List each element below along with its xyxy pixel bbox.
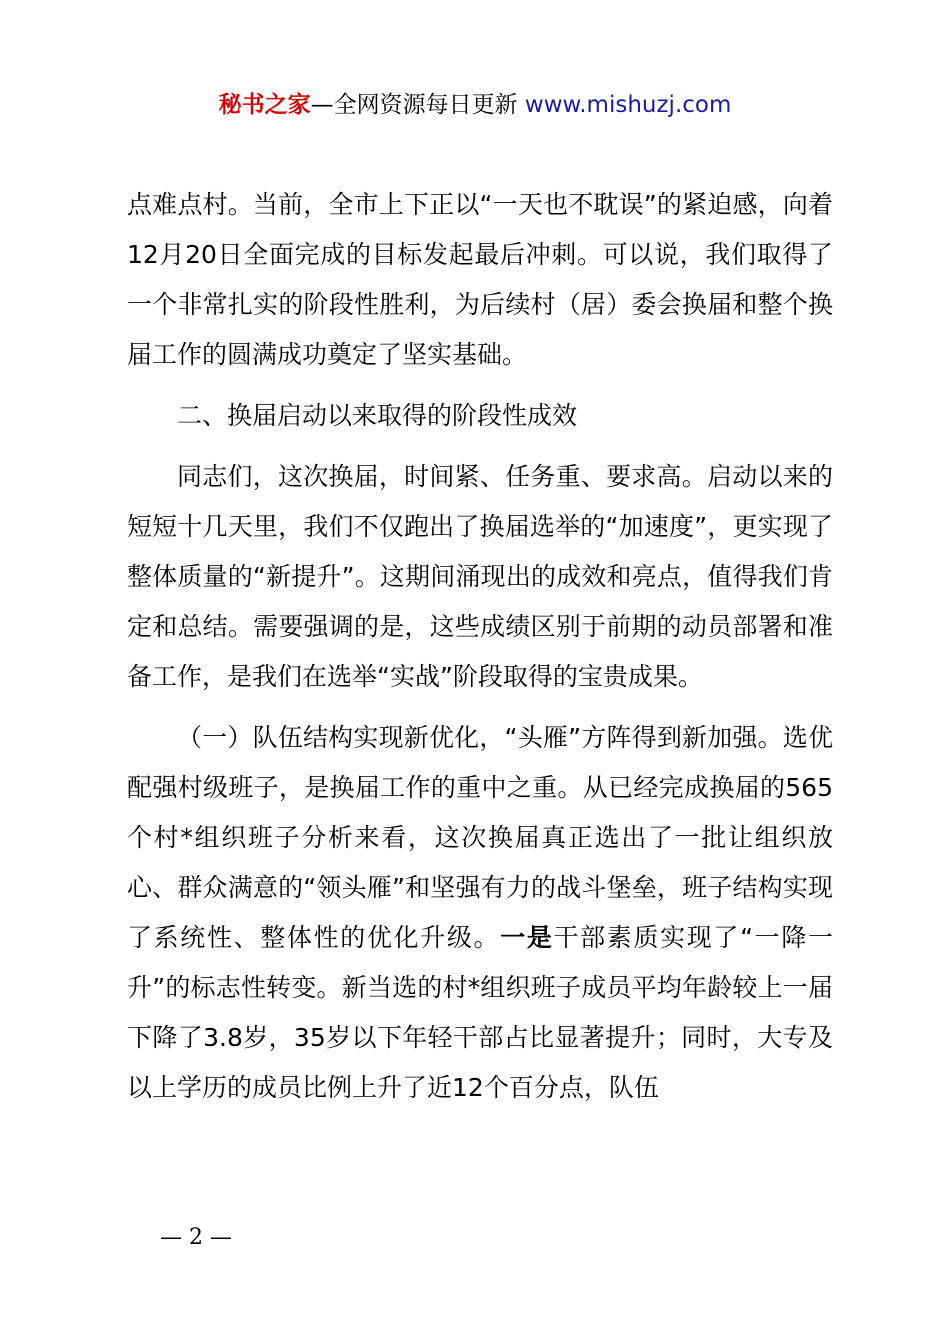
document-body — [127, 180, 833, 1124]
section-heading-2: 二、换届启动以来取得的阶段性成效 — [177, 401, 578, 430]
site-url-link[interactable]: www.mishuzj.com — [524, 92, 732, 118]
paragraph-team-structure — [127, 713, 833, 1113]
page-number: — 2 — — [160, 1225, 232, 1250]
site-header — [0, 88, 950, 122]
paragraph-team-structure-continuation: 干部素质实现了“一降一升”的标志性转变。新当选的村*组织班子成员平均年龄较上一届下降了3.8岁，35岁以下年轻干部占比显著提升；同时，大专及以上学历的成员比例上升了近12个百分点，队伍 — [127, 923, 833, 1102]
paragraph-achievements-intro: 同志们，这次换届，时间紧、任务重、要求高。启动以来的短短十几天里，我们不仅跑出了换届选举的“加速度”，更实现了整体质量的“新提升”。这期间涌现出的成效和亮点，值得我们肯定和总结。需要强调的是，这些成绩区别于前期的动员部署和准备工作，是我们在选举“实战”阶段取得的宝贵成果。 — [127, 462, 833, 691]
paragraph-continuation: 点难点村。当前，全市上下正以“一天也不耽误”的紧迫感，向着12月20日全面完成的目标发起最后冲刺。可以说，我们取得了一个非常扎实的阶段性胜利，为后续村（居）委会换届和整个换届工作的圆满成功奠定了坚实基础。 — [127, 190, 833, 369]
paragraph-team-structure-text: （一）队伍结构实现新优化，“头雁”方阵得到新加强。选优配强村级班子，是换届工作的重中之重。从已经完成换届的565个村*组织班子分析来看，这次换届真正选出了一批让组织放心、群众满意的“领头雁”和坚强有力的战斗堡垒，班子结构实现了系统性、整体性的优化升级。 — [127, 723, 833, 952]
emphasis-first-point: 一是 — [500, 923, 554, 952]
brand-name: 秘书之家 — [218, 92, 311, 118]
header-tagline: —全网资源每日更新 — [310, 92, 525, 118]
